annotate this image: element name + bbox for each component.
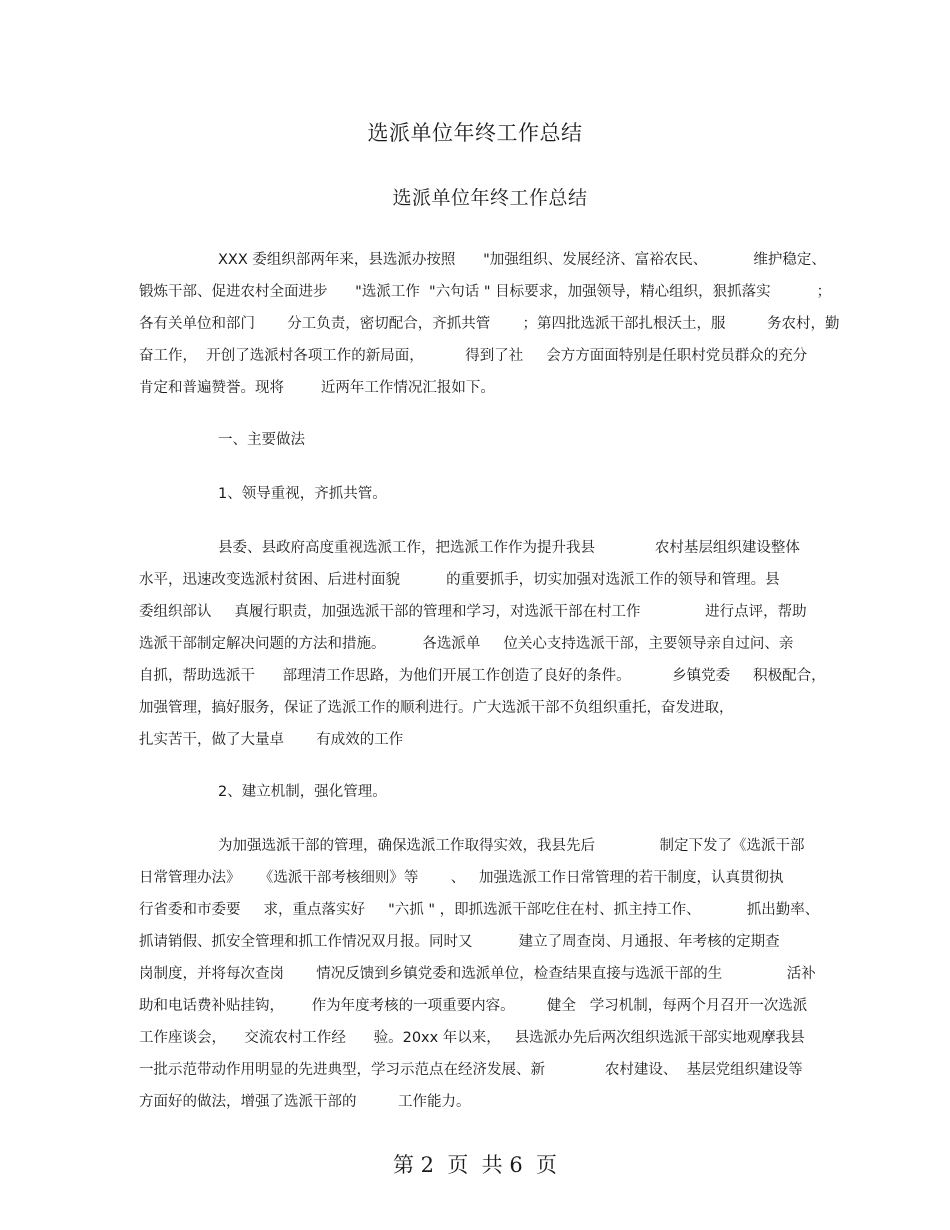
paragraph-line: 日常管理办法》 《选派干部考核细则》等 、 加强选派工作日常管理的若干制度，认真贯彻执 <box>139 870 784 886</box>
intro-line: 肯定和普遍赞誉。现将 近两年工作情况汇报如下。 <box>139 380 495 396</box>
paragraph-line: 委组织部认 真履行职责，加强选派干部的管理和学习，对选派干部在村工作 进行点评，帮助 <box>139 604 807 620</box>
paragraph-line: 工作座谈会， 交流农村工作经 验。20xx 年以来， 县选派办先后两次组织选派干部实地观摩我县 <box>139 1030 805 1046</box>
intro-line: 奋工作， 开创了选派村各项工作的新局面， 得到了社 会方方面面特别是任职村党员群众的充分 <box>139 348 808 364</box>
paragraph-line: 自抓，帮助选派干 部理清工作思路，为他们开展工作创造了良好的条件。 乡镇党委 积极配合， <box>139 668 826 684</box>
subsection-heading: 2、建立机制，强化管理。 <box>218 784 387 800</box>
intro-line: XXX 委组织部两年来，县选派办按照 "加强组织、发展经济、富裕农民、 维护稳定、 <box>218 252 826 268</box>
document-subtitle: 选派单位年终工作总结 <box>392 187 588 209</box>
paragraph-line: 方面好的做法，增强了选派干部的 工作能力。 <box>139 1094 471 1110</box>
paragraph-line: 选派干部制定解决问题的方法和措施。 各选派单 位关心支持选派干部，主要领导亲自过问、亲 <box>139 636 794 652</box>
paragraph-line: 加强管理，搞好服务，保证了选派工作的顺利进行。广大选派干部不负组织重托，奋发进取， <box>139 700 734 716</box>
paragraph-line: 助和电话费补贴挂钩， 作为年度考核的一项重要内容。 健全 学习机制，每两个月召开一次选派 <box>139 998 808 1014</box>
paragraph-line: 水平，迅速改变选派村贫困、后进村面貌 的重要抓手，切实加强对选派工作的领导和管理。县 <box>139 572 780 588</box>
paragraph-line: 为加强选派干部的管理，确保选派工作取得实效，我县先后 制定下发了《选派干部 <box>218 838 805 854</box>
section-heading: 一、主要做法 <box>218 432 305 448</box>
intro-line: 各有关单位和部门 分工负责，密切配合，齐抓共管 ；第四批选派干部扎根沃土，服 务农村，勤 <box>139 316 840 332</box>
paragraph-line: 行省委和市委要 求，重点落实好 "六抓 " ，即抓选派干部吃住在村、抓主持工作、 抓出勤率、 <box>139 902 820 918</box>
page-number: 第 2 页 共 6 页 <box>392 1153 558 1177</box>
subsection-heading: 1、领导重视，齐抓共管。 <box>218 486 387 502</box>
paragraph-line: 抓请销假、抓安全管理和抓工作情况双月报。同时又 建立了周查岗、月通报、年考核的定期查 <box>139 934 780 950</box>
paragraph-line: 一批示范带动作用明显的先进典型，学习示范点在经济发展、新 农村建设、 基层党组织建设等 <box>139 1062 803 1078</box>
intro-line: 锻炼干部、促进农村全面进步 "选派工作 "六句话 " 目标要求，加强领导，精心组织，狠抓落实 ； <box>139 284 832 300</box>
paragraph-line: 岗制度，并将每次查岗 情况反馈到乡镇党委和选派单位，检查结果直接与选派干部的生 活补 <box>139 966 816 982</box>
paragraph-line: 县委、县政府高度重视选派工作，把选派工作作为提升我县 农村基层组织建设整体 <box>218 540 800 556</box>
paragraph-line: 扎实苦干，做了大量卓 有成效的工作 <box>139 732 404 748</box>
document-title: 选派单位年终工作总结 <box>367 121 583 145</box>
